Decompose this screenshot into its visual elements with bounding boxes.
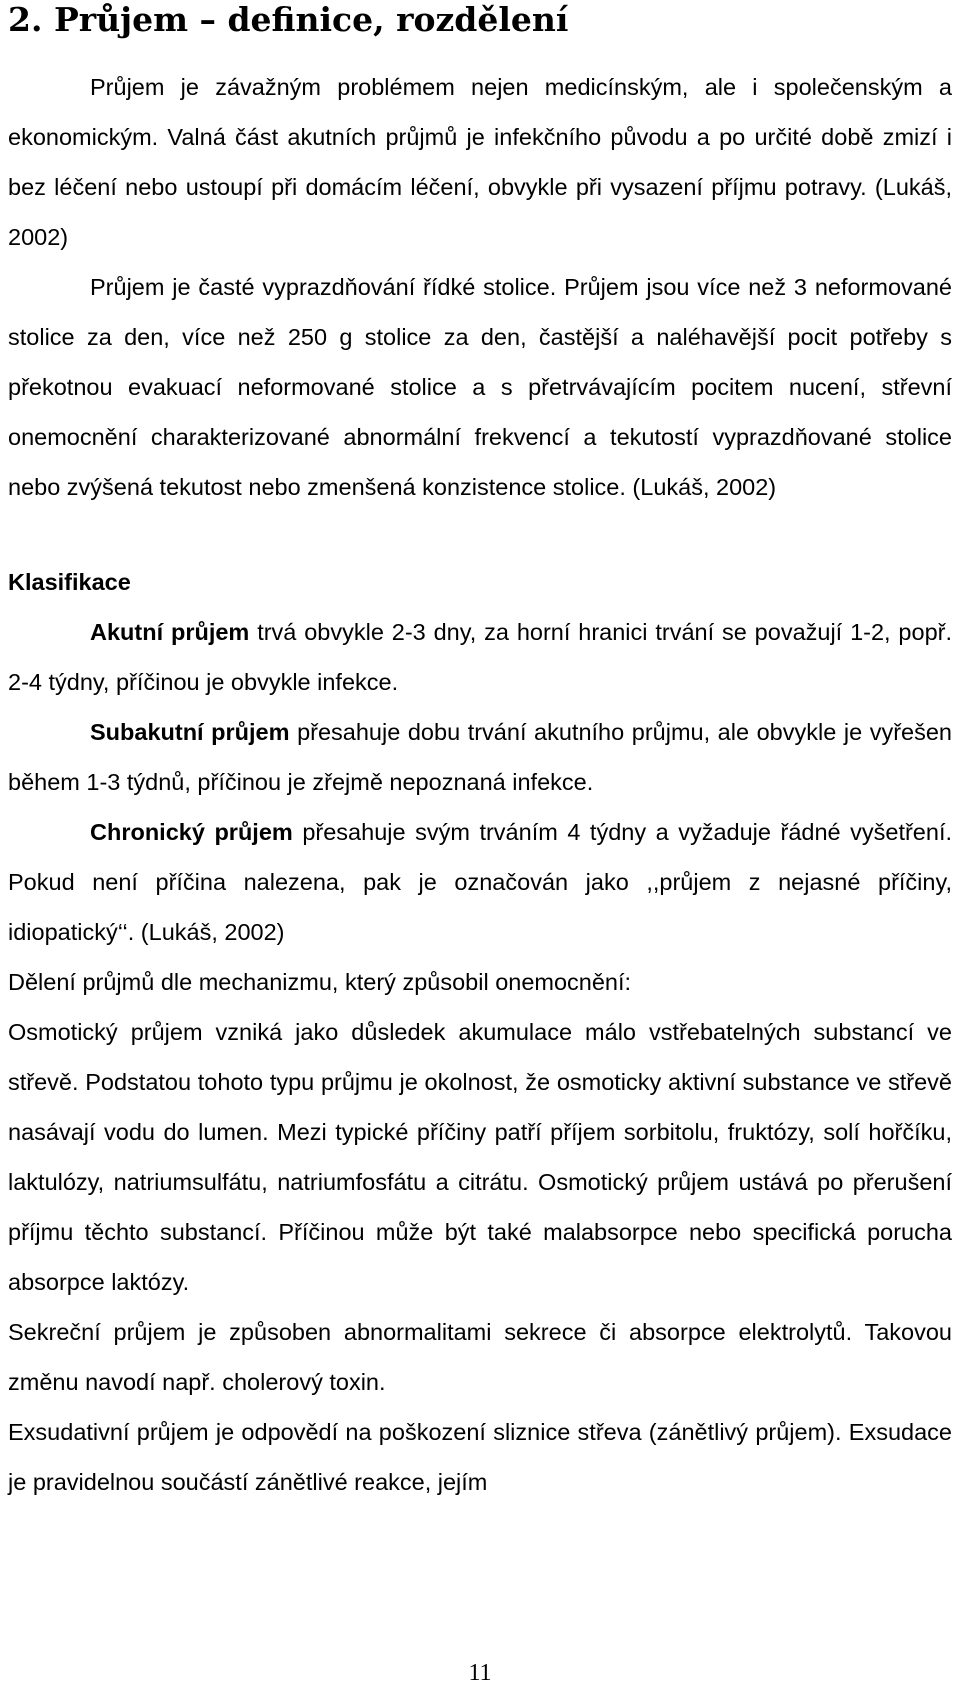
mechanism-intro: Dělení průjmů dle mechanizmu, který způsobil onemocnění: [8, 969, 632, 995]
acute-term: Akutní průjem [90, 619, 250, 645]
chronic-text: přesahuje svým trváním 4 týdny a vyžaduje řádné vyšetření. Pokud není příčina nalezena, pak je označován jako ,,průjem z nejasné příčiny, idiopatický‘‘. (Lukáš, 2002) [8, 819, 953, 945]
subacute-text: přesahuje dobu trvání akutního průjmu, ale obvykle je vyřešen během 1-3 týdnů, příčinou je zřejmě nepoznaná infekce. [8, 719, 952, 795]
section-spacer [8, 512, 952, 557]
classification-title: Klasifikace [8, 569, 131, 595]
exudative-paragraph: Exsudativní průjem je odpovědí na poškození sliznice střeva (zánětlivý průjem). Exsudace je pravidelnou součástí zánětlivé reakce, jejím [8, 1419, 952, 1495]
chronic-paragraph [8, 807, 952, 957]
acute-text: trvá obvykle 2-3 dny, za horní hranici trvání se považují 1-2, popř. 2-4 týdny, příčinou je obvykle infekce. [8, 619, 952, 695]
intro-paragraph-1: Průjem je závažným problémem nejen medicínským, ale i společenským a ekonomickým. Valná část akutních průjmů je infekčního původu a po určité době zmizí i bez léčení nebo ustoupí při domácím léčení, obvykle při vysazení příjmu potravy. (Lukáš, 2002) [8, 74, 952, 250]
chronic-term: Chronický průjem [90, 819, 293, 845]
acute-paragraph [8, 607, 952, 707]
page-title: 2. Průjem – definice, rozdělení [8, 0, 569, 39]
subacute-paragraph [8, 707, 952, 807]
osmotic-paragraph: Osmotický průjem vzniká jako důsledek akumulace málo vstřebatelných substancí ve střevě. Podstatou tohoto typu průjmu je okolnost, že osmoticky aktivní substance ve střevě nasávají vodu do lumen. Mezi typické příčiny patří příjem sorbitolu, fruktózy, solí hořčíku, laktulózy, natriumsulfátu, natriumfosfátu a citrátu. Osmotický průjem ustává po přerušení příjmu těchto substancí. Příčinou může být také malabsorpce nebo specifická porucha absorpce laktózy. [8, 1019, 952, 1295]
secretory-paragraph: Sekreční průjem je způsoben abnormalitami sekrece či absorpce elektrolytů. Takovou změnu navodí např. cholerový toxin. [8, 1319, 952, 1395]
subacute-term: Subakutní průjem [90, 719, 290, 745]
document-page [8, 0, 952, 1507]
intro-paragraph-2: Průjem je časté vyprazdňování řídké stolice. Průjem jsou více než 3 neformované stolice za den, více než 250 g stolice za den, častější a naléhavější pocit potřeby s překotnou evakuací neformované stolice a s přetrvávajícím pocitem nucení, střevní onemocnění charakterizované abnormální frekvencí a tekutostí vyprazdňované stolice nebo zvýšená tekutost nebo zmenšená konzistence stolice. (Lukáš, 2002) [8, 274, 952, 500]
page-number: 11 [468, 1660, 492, 1686]
